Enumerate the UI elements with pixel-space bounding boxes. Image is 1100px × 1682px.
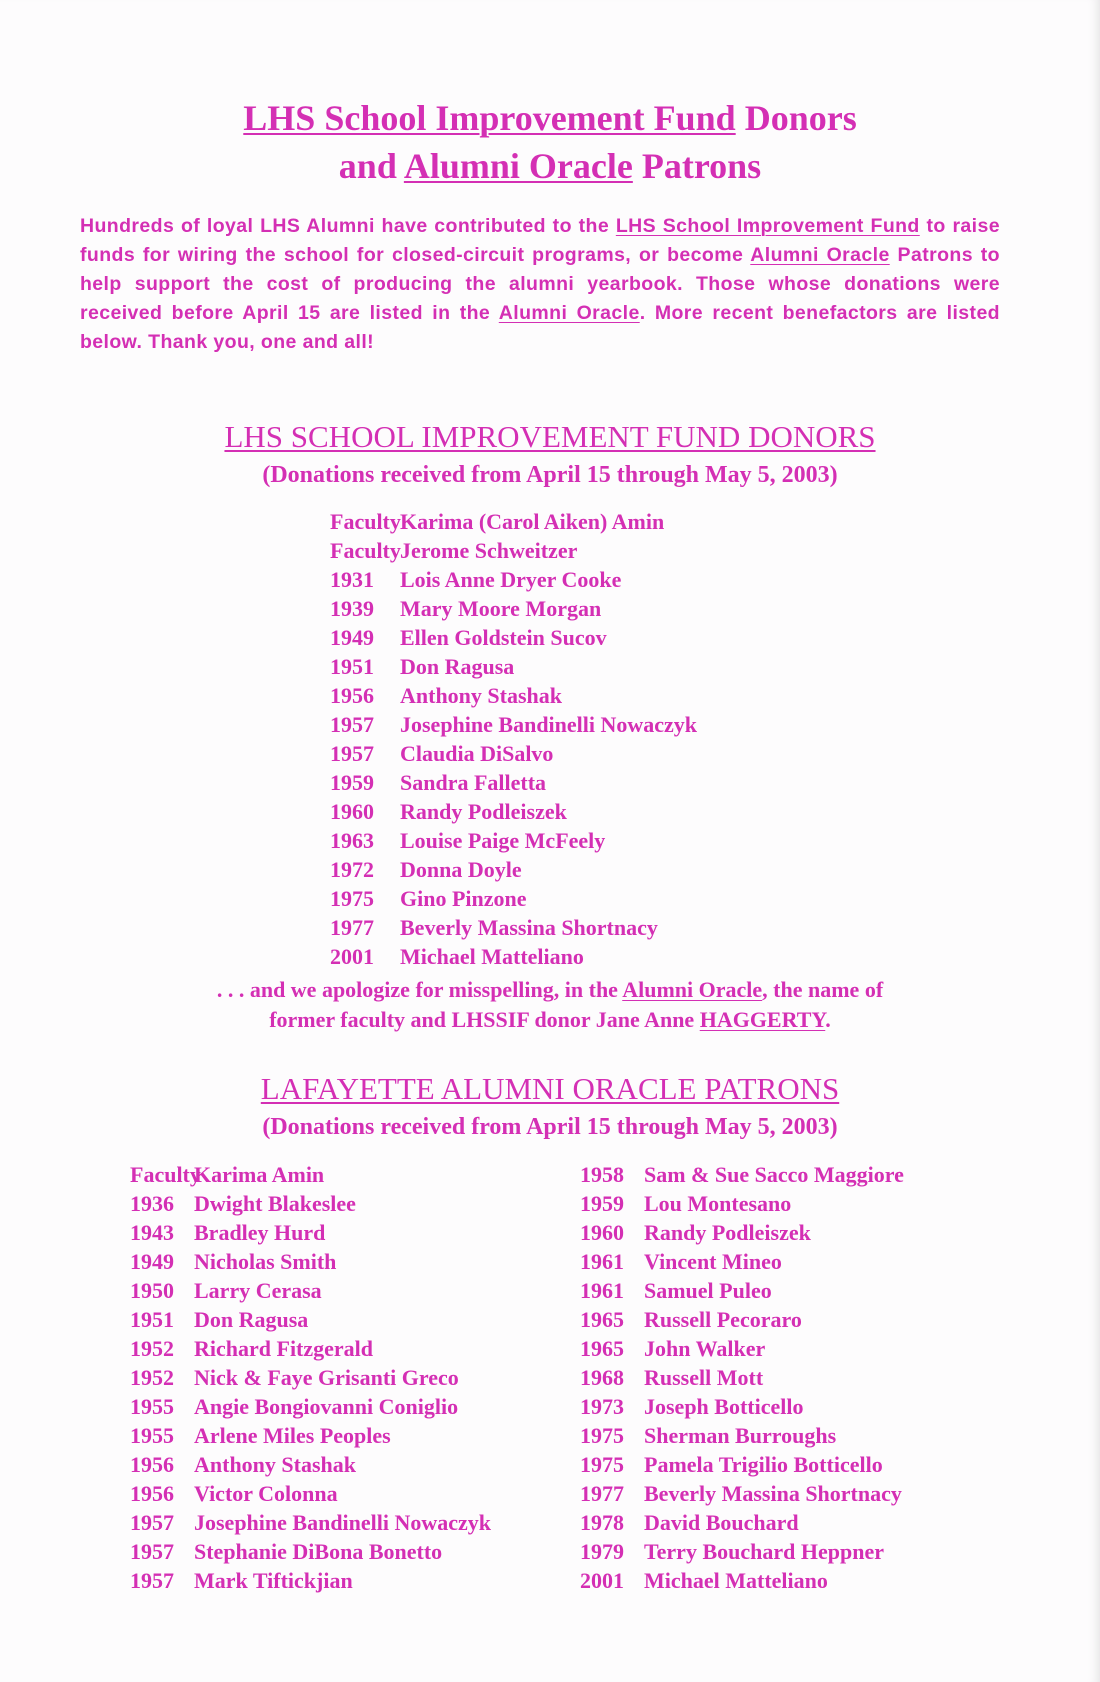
list-item <box>580 1276 904 1305</box>
list-item <box>330 710 697 739</box>
donor-name: David Bouchard <box>644 1510 799 1535</box>
intro-oracle-name-2: Alumni Oracle <box>498 302 640 324</box>
class-year: 1979 <box>580 1539 624 1564</box>
donor-name: Don Ragusa <box>400 654 515 679</box>
apology-line-1 <box>0 975 1100 1005</box>
title-line-1 <box>0 94 1100 142</box>
list-item <box>330 826 697 855</box>
list-item <box>130 1392 491 1421</box>
intro-text-4: . More recent benefactors are listed below. Thank you, one and all! <box>80 302 1000 353</box>
class-year: 1968 <box>580 1365 624 1390</box>
apology-oracle-name: Alumni Oracle <box>622 977 763 1002</box>
list-item <box>580 1334 904 1363</box>
class-year: 2001 <box>580 1568 624 1593</box>
apology-line-2 <box>0 1005 1100 1035</box>
class-year: 1955 <box>130 1423 174 1448</box>
class-year: 1972 <box>330 857 374 882</box>
donor-name: Josephine Bandinelli Nowaczyk <box>194 1510 492 1535</box>
list-item <box>580 1218 904 1247</box>
donor-name: Donna Doyle <box>400 857 522 882</box>
class-year: 1961 <box>580 1278 624 1303</box>
list-item <box>580 1363 904 1392</box>
class-year: 1959 <box>330 770 374 795</box>
class-year: 1931 <box>330 567 374 592</box>
class-year: 1975 <box>580 1423 624 1448</box>
patron-list-left <box>130 1160 491 1595</box>
donor-name: Randy Podleiszek <box>400 799 567 824</box>
list-item <box>130 1189 491 1218</box>
donor-name: Michael Matteliano <box>400 944 584 969</box>
donor-name: Nicholas Smith <box>194 1249 337 1274</box>
list-item <box>130 1334 491 1363</box>
donor-name: Terry Bouchard Heppner <box>644 1539 884 1564</box>
title-fund-name: LHS School Improvement Fund <box>243 98 736 138</box>
class-year: 1975 <box>580 1452 624 1477</box>
list-item <box>130 1566 491 1595</box>
fund-section-subtitle: (Donations received from April 15 through May 5, 2003) <box>262 462 838 488</box>
list-item <box>130 1305 491 1334</box>
list-item <box>580 1537 904 1566</box>
class-year: 1959 <box>580 1191 624 1216</box>
list-item <box>330 913 697 942</box>
donor-name: Don Ragusa <box>194 1307 309 1332</box>
donor-name: Russell Pecoraro <box>644 1307 802 1332</box>
list-item <box>580 1392 904 1421</box>
list-item <box>130 1247 491 1276</box>
class-year: 1957 <box>130 1510 174 1535</box>
class-year: 1957 <box>130 1568 174 1593</box>
class-year: 1956 <box>130 1481 174 1506</box>
title-and-word: and <box>338 146 404 186</box>
patron-section-subtitle: (Donations received from April 15 through May 5, 2003) <box>262 1114 838 1140</box>
list-item <box>330 681 697 710</box>
class-year: 1943 <box>130 1220 174 1245</box>
intro-fund-name: LHS School Improvement Fund <box>615 215 920 237</box>
list-item <box>330 623 697 652</box>
class-year: 1960 <box>580 1220 624 1245</box>
title-donors-word: Donors <box>735 98 857 138</box>
list-item <box>130 1363 491 1392</box>
list-item <box>580 1189 904 1218</box>
donor-name: Anthony Stashak <box>194 1452 357 1477</box>
intro-text-2: to raise funds for wiring the school for closed-circuit programs, or become <box>80 215 1000 266</box>
apology-text-1: . . . and we apologize for misspelling, in the <box>216 977 623 1002</box>
class-year: 1957 <box>330 712 374 737</box>
patron-list-right <box>580 1160 904 1595</box>
donor-name: Richard Fitzgerald <box>194 1336 374 1361</box>
list-item <box>580 1508 904 1537</box>
donor-name: John Walker <box>644 1336 766 1361</box>
class-year: 1949 <box>330 625 374 650</box>
list-item <box>580 1479 904 1508</box>
list-item <box>130 1479 491 1508</box>
list-item <box>330 942 697 971</box>
class-year: 1949 <box>130 1249 174 1274</box>
donor-name: Beverly Massina Shortnacy <box>400 915 658 940</box>
class-year: 1978 <box>580 1510 624 1535</box>
class-year: 1973 <box>580 1394 624 1419</box>
fund-donor-list <box>330 507 697 971</box>
class-year: 1957 <box>130 1539 174 1564</box>
donor-name: Louise Paige McFeely <box>400 828 606 853</box>
list-item <box>130 1160 491 1189</box>
donor-name: Angie Bongiovanni Coniglio <box>194 1394 459 1419</box>
donor-name: Michael Matteliano <box>644 1568 828 1593</box>
fund-section-title-text: LHS SCHOOL IMPROVEMENT FUND DONORS <box>224 419 876 454</box>
class-year: Faculty <box>130 1162 201 1187</box>
list-item <box>580 1247 904 1276</box>
donor-name: Josephine Bandinelli Nowaczyk <box>400 712 698 737</box>
class-year: 1951 <box>130 1307 174 1332</box>
class-year: 1977 <box>330 915 374 940</box>
donor-name: Samuel Puleo <box>644 1278 772 1303</box>
list-item <box>580 1305 904 1334</box>
class-year: 1955 <box>130 1394 174 1419</box>
title-line-2 <box>0 142 1100 190</box>
page-title <box>0 94 1100 190</box>
list-item <box>330 536 697 565</box>
intro-text-1: Hundreds of loyal LHS Alumni have contributed to the <box>80 215 616 237</box>
donor-name: Jerome Schweitzer <box>400 538 578 563</box>
donor-name: Beverly Massina Shortnacy <box>644 1481 902 1506</box>
donor-name: Pamela Trigilio Botticello <box>644 1452 883 1477</box>
class-year: 1952 <box>130 1365 174 1390</box>
list-item <box>330 652 697 681</box>
apology-note <box>0 975 1100 1035</box>
donor-name: Karima (Carol Aiken) Amin <box>400 509 665 534</box>
class-year: 1956 <box>130 1452 174 1477</box>
apology-text-4: . <box>825 1007 831 1032</box>
list-item <box>330 797 697 826</box>
list-item <box>580 1566 904 1595</box>
class-year: Faculty <box>330 538 401 563</box>
donor-name: Russell Mott <box>644 1365 764 1390</box>
list-item <box>330 594 697 623</box>
donor-name: Victor Colonna <box>194 1481 338 1506</box>
class-year: 1960 <box>330 799 374 824</box>
class-year: 1950 <box>130 1278 174 1303</box>
apology-text-2: , the name of <box>762 977 884 1002</box>
list-item <box>330 565 697 594</box>
donor-name: Lois Anne Dryer Cooke <box>400 567 622 592</box>
list-item <box>130 1218 491 1247</box>
list-item <box>130 1508 491 1537</box>
class-year: 1963 <box>330 828 374 853</box>
class-year: 1951 <box>330 654 374 679</box>
list-item <box>130 1421 491 1450</box>
list-item <box>580 1421 904 1450</box>
list-item <box>580 1160 904 1189</box>
apology-text-3: former faculty and LHSSIF donor Jane Anne <box>269 1007 700 1032</box>
donor-name: Bradley Hurd <box>194 1220 326 1245</box>
class-year: 1975 <box>330 886 374 911</box>
list-item <box>330 739 697 768</box>
title-oracle-name: Alumni Oracle <box>403 146 633 186</box>
intro-oracle-name-1: Alumni Oracle <box>750 244 890 266</box>
apology-surname: HAGGERTY <box>699 1007 826 1032</box>
donor-name: Gino Pinzone <box>400 886 527 911</box>
list-item <box>580 1450 904 1479</box>
class-year: 1956 <box>330 683 374 708</box>
patron-section-title-text: LAFAYETTE ALUMNI ORACLE PATRONS <box>260 1071 840 1106</box>
donor-name: Joseph Botticello <box>644 1394 804 1419</box>
class-year: 2001 <box>330 944 374 969</box>
class-year: Faculty <box>330 509 401 534</box>
class-year: 1961 <box>580 1249 624 1274</box>
donor-name: Mary Moore Morgan <box>400 596 602 621</box>
list-item <box>330 855 697 884</box>
patron-section-title <box>0 1070 1100 1108</box>
list-item <box>130 1537 491 1566</box>
list-item <box>330 884 697 913</box>
donor-name: Sherman Burroughs <box>644 1423 837 1448</box>
class-year: 1939 <box>330 596 374 621</box>
donor-name: Mark Tiftickjian <box>194 1568 353 1593</box>
intro-text-3: Patrons to help support the cost of producing the alumni yearbook. Those whose donations were received before April 15 are listed in the <box>80 244 1000 324</box>
donor-name: Vincent Mineo <box>644 1249 782 1274</box>
donor-name: Dwight Blakeslee <box>194 1191 356 1216</box>
list-item <box>330 768 697 797</box>
class-year: 1958 <box>580 1162 624 1187</box>
donor-name: Ellen Goldstein Sucov <box>400 625 607 650</box>
class-year: 1965 <box>580 1336 624 1361</box>
class-year: 1936 <box>130 1191 174 1216</box>
fund-section-title <box>0 418 1100 456</box>
list-item <box>130 1450 491 1479</box>
donor-name: Larry Cerasa <box>194 1278 322 1303</box>
intro-paragraph <box>80 212 1000 357</box>
class-year: 1957 <box>330 741 374 766</box>
list-item <box>330 507 697 536</box>
donor-name: Anthony Stashak <box>400 683 563 708</box>
list-item <box>130 1276 491 1305</box>
donor-name: Sandra Falletta <box>400 770 547 795</box>
title-patrons-word: Patrons <box>632 146 762 186</box>
donor-name: Lou Montesano <box>644 1191 792 1216</box>
class-year: 1965 <box>580 1307 624 1332</box>
class-year: 1952 <box>130 1336 174 1361</box>
donor-name: Nick & Faye Grisanti Greco <box>194 1365 459 1390</box>
donor-name: Sam & Sue Sacco Maggiore <box>644 1162 904 1187</box>
class-year: 1977 <box>580 1481 624 1506</box>
donor-name: Stephanie DiBona Bonetto <box>194 1539 443 1564</box>
donor-name: Karima Amin <box>194 1162 325 1187</box>
donor-name: Claudia DiSalvo <box>400 741 554 766</box>
donor-name: Arlene Miles Peoples <box>194 1423 391 1448</box>
donor-name: Randy Podleiszek <box>644 1220 811 1245</box>
